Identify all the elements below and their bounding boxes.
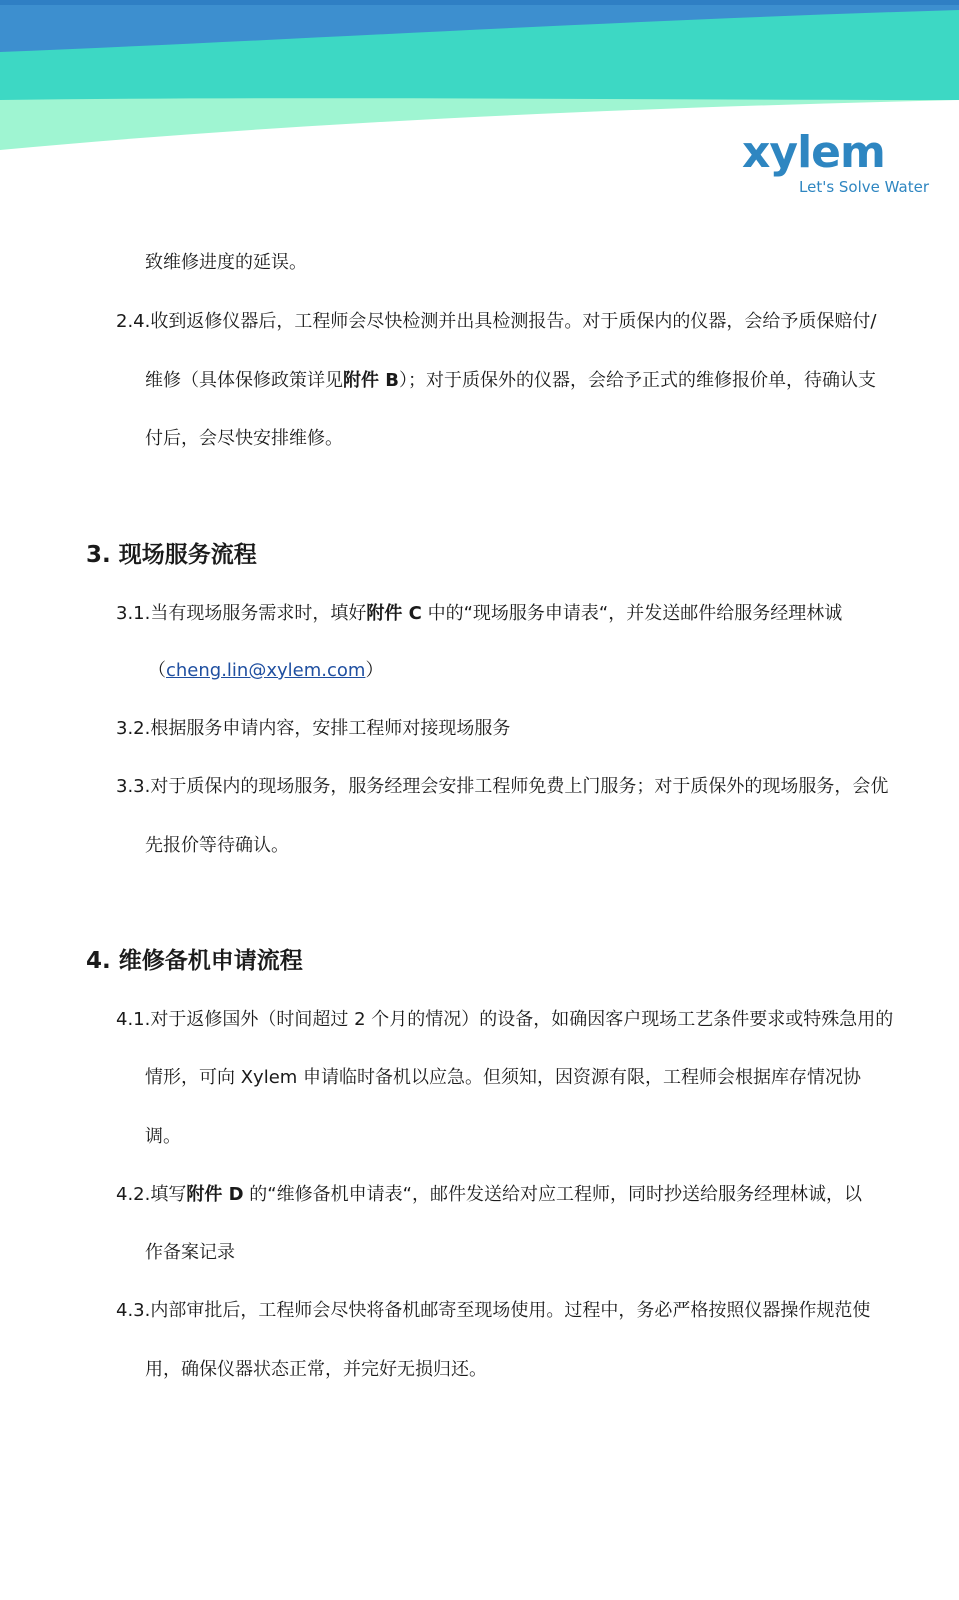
text-line: 付后，会尽快安排维修。 [145, 428, 343, 449]
text-line: 3.3.对于质保内的现场服务，服务经理会安排工程师免费上门服务；对于质保外的现场服务，会优 [116, 776, 889, 797]
section-heading-3: 3. 现场服务流程 [86, 542, 257, 568]
text-line: 致维修进度的延误。 [145, 252, 307, 273]
text-line: 4.3.内部审批后，工程师会尽快将备机邮寄至现场使用。过程中，务必严格按照仪器操作规范使 [116, 1300, 871, 1321]
appendix-b-ref: 附件 B [343, 370, 399, 391]
text-line: 4.2.填写附件 D 的“维修备机申请表“，邮件发送给对应工程师，同时抄送给服务经理林诚，以 [116, 1184, 862, 1205]
text-line: 调。 [145, 1126, 181, 1147]
text-line: 维修（具体保修政策详见附件 B）；对于质保外的仪器，会给予正式的维修报价单，待确认支 [145, 370, 876, 391]
text-line: 4.1.对于返修国外（时间超过 2 个月的情况）的设备，如确因客户现场工艺条件要求或特殊急用的 [116, 1009, 894, 1030]
text-line: 3.1.当有现场服务需求时，填好附件 C 中的“现场服务申请表“，并发送邮件给服务经理林诚 [116, 603, 843, 624]
logo-word: xylem [742, 127, 885, 178]
section-heading-4: 4. 维修备机申请流程 [86, 948, 303, 974]
text-line: 情形，可向 Xylem 申请临时备机以应急。但须知，因资源有限，工程师会根据库存情况协 [145, 1067, 862, 1088]
email-link[interactable]: cheng.lin@xylem.com [166, 660, 366, 681]
logo-tagline: Let's Solve Water [799, 178, 929, 196]
text-line: 用，确保仪器状态正常，并完好无损归还。 [145, 1359, 487, 1380]
text-line: （cheng.lin@xylem.com） [148, 660, 384, 681]
xylem-logo [742, 128, 938, 200]
text-line: 先报价等待确认。 [145, 835, 289, 856]
appendix-c-ref: 附件 C [366, 603, 422, 624]
text-line: 作备案记录 [145, 1242, 235, 1263]
appendix-d-ref: 附件 D [186, 1184, 244, 1205]
text-line: 3.2.根据服务申请内容，安排工程师对接现场服务 [116, 718, 511, 739]
text-line: 2.4.收到返修仪器后，工程师会尽快检测并出具检测报告。对于质保内的仪器，会给予质保赔付/ [116, 311, 877, 332]
